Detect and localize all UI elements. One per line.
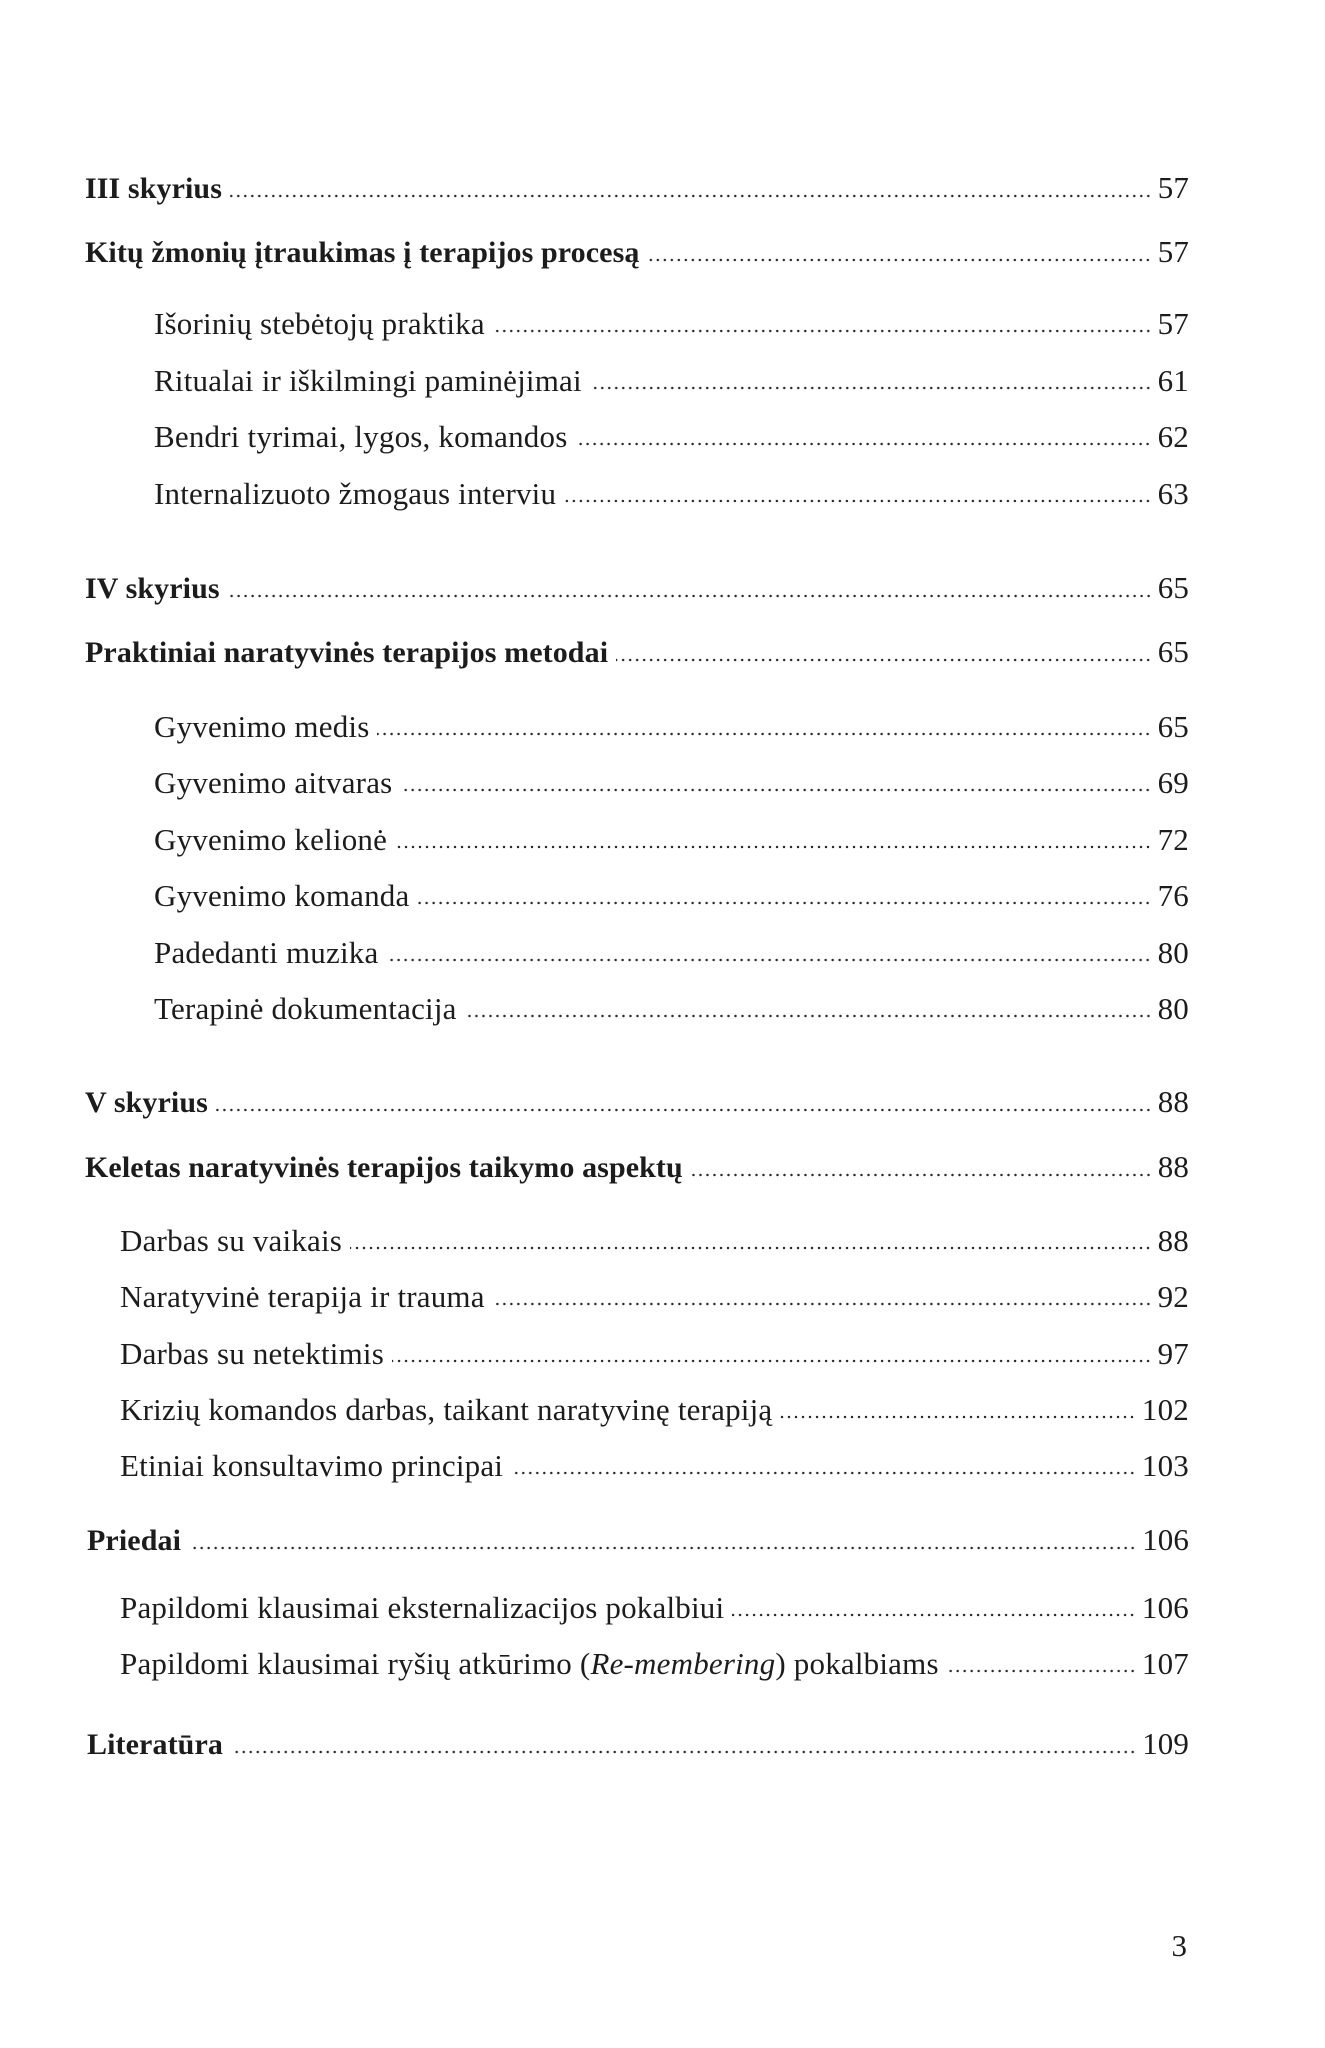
toc-entry-label: Gyvenimo aitvaras <box>154 765 393 800</box>
toc-entry-section[interactable] <box>154 365 1189 396</box>
toc-entry-label: Etiniai konsultavimo principai <box>120 1448 504 1483</box>
toc-entry-page: 109 <box>1142 1726 1189 1761</box>
leader-dots <box>377 732 1151 736</box>
leader-dots <box>189 1546 1136 1550</box>
toc-entry-label: Išorinių stebėtojų praktika <box>154 306 485 341</box>
leader-dots <box>947 1669 1136 1673</box>
toc-entry-label: Literatūra <box>87 1728 223 1761</box>
leader-dots <box>590 386 1152 390</box>
toc-entry-page: 106 <box>1142 1522 1189 1557</box>
toc-entry-section[interactable] <box>154 711 1189 742</box>
leader-dots <box>647 258 1151 262</box>
toc-entry-page: 65 <box>1157 709 1189 744</box>
toc-entry-label: Priedai <box>87 1524 182 1557</box>
toc-entry-page: 76 <box>1157 878 1189 913</box>
toc-entry-page: 80 <box>1157 991 1189 1026</box>
toc-entry-page: 106 <box>1141 1590 1189 1625</box>
toc-entry-section[interactable] <box>154 767 1189 798</box>
toc-entry-page: 92 <box>1157 1279 1189 1314</box>
toc-entry-page: 102 <box>1141 1392 1189 1427</box>
toc-entry-section[interactable] <box>154 478 1189 509</box>
leader-dots <box>400 788 1151 792</box>
toc-entry-page: 65 <box>1157 570 1189 605</box>
leader-dots <box>493 1302 1152 1306</box>
toc-entry-page: 80 <box>1157 935 1189 970</box>
toc-entry-label: Padedanti muzika <box>154 935 379 970</box>
leader-dots <box>231 1750 1136 1754</box>
toc-entry-section[interactable] <box>154 880 1189 911</box>
toc-entry-references[interactable] <box>87 1728 1189 1760</box>
toc-entry-section[interactable] <box>120 1225 1189 1256</box>
leader-dots <box>732 1613 1136 1617</box>
toc-entry-page: 107 <box>1141 1646 1189 1681</box>
toc-entry-page: 65 <box>1157 634 1189 669</box>
toc-entry-page: 69 <box>1157 765 1189 800</box>
toc-entry-label-start: Papildomi klausimai ryšių atkūrimo ( <box>120 1646 591 1681</box>
toc-entry-section[interactable] <box>154 824 1189 855</box>
toc-entry-label: Ritualai ir iškilmingi paminėjimai <box>154 363 582 398</box>
toc-entry-label: Papildomi klausimai eksternalizacijos pokalbiui <box>120 1590 725 1625</box>
toc-entry-page: 62 <box>1157 419 1189 454</box>
leader-dots <box>350 1246 1152 1250</box>
leader-dots <box>691 1173 1152 1177</box>
toc-entry-section[interactable] <box>154 308 1189 339</box>
leader-dots <box>616 658 1152 662</box>
toc-entry-label: V skyrius <box>85 1086 208 1119</box>
toc-entry-label: Praktiniai naratyvinės terapijos metodai <box>85 636 609 669</box>
leader-dots <box>392 1359 1152 1363</box>
toc-entry-page: 57 <box>1157 170 1189 205</box>
toc-entry-section[interactable] <box>154 421 1189 452</box>
leader-dots <box>511 1471 1136 1475</box>
toc-entry-label-italic: Re-membering <box>590 1646 776 1681</box>
toc-entry-section[interactable] <box>120 1592 1189 1623</box>
toc-entry-chapter-4-title[interactable] <box>85 636 1189 668</box>
toc-entry-chapter-3[interactable] <box>85 172 1189 204</box>
toc-entry-page: 72 <box>1157 822 1189 857</box>
leader-dots <box>465 1014 1152 1018</box>
leader-dots <box>493 329 1152 333</box>
toc-entry-label: Krizių komandos darbas, taikant naratyvinę terapiją <box>120 1392 773 1427</box>
toc-entry-chapter-5-title[interactable] <box>85 1151 1189 1183</box>
leader-dots <box>780 1415 1136 1419</box>
toc-entry-chapter-4[interactable] <box>85 572 1189 604</box>
toc-entry-page: 103 <box>1141 1448 1189 1483</box>
leader-dots <box>564 499 1151 503</box>
toc-entry-section[interactable] <box>154 993 1189 1024</box>
toc-entry-section[interactable] <box>120 1394 1189 1425</box>
toc-entry-section[interactable] <box>120 1281 1189 1312</box>
toc-entry-section[interactable] <box>154 937 1189 968</box>
toc-entry-page: 97 <box>1157 1336 1189 1371</box>
toc-entry-label: Gyvenimo kelionė <box>154 822 388 857</box>
toc-entry-label: Kitų žmonių įtraukimas į terapijos procesą <box>85 236 640 269</box>
toc-entry-label: Gyvenimo medis <box>154 709 370 744</box>
leader-dots <box>228 594 1152 598</box>
toc-entry-page: 88 <box>1157 1223 1189 1258</box>
toc-entry-label: Naratyvinė terapija ir trauma <box>120 1279 485 1314</box>
toc-entry-section[interactable] <box>120 1338 1189 1369</box>
toc-entry-label <box>120 1648 939 1679</box>
toc-entry-label: III skyrius <box>85 172 222 205</box>
toc-entry-label: IV skyrius <box>85 572 220 605</box>
toc-entry-label: Gyvenimo komanda <box>154 878 410 913</box>
toc-entry-chapter-5[interactable] <box>85 1086 1189 1118</box>
toc-entry-page: 57 <box>1157 306 1189 341</box>
toc-entry-appendices[interactable] <box>87 1524 1189 1556</box>
toc-entry-section[interactable] <box>120 1450 1189 1481</box>
toc-entry-page: 61 <box>1157 363 1189 398</box>
toc-entry-label: Keletas naratyvinės terapijos taikymo aspektų <box>85 1151 683 1184</box>
leader-dots <box>386 958 1151 962</box>
leader-dots <box>417 901 1151 905</box>
leader-dots <box>216 1108 1152 1112</box>
toc-entry-label: Terapinė dokumentacija <box>154 991 457 1026</box>
toc-entry-page: 88 <box>1157 1084 1189 1119</box>
toc-entry-label: Darbas su vaikais <box>120 1223 343 1258</box>
page-number: 3 <box>1171 1928 1187 1963</box>
toc-entry-section[interactable] <box>120 1648 1189 1679</box>
leader-dots <box>230 194 1152 198</box>
toc-entry-label: Internalizuoto žmogaus interviu <box>154 476 557 511</box>
toc-entry-label: Darbas su netektimis <box>120 1336 385 1371</box>
leader-dots <box>395 845 1152 849</box>
toc-entry-page: 63 <box>1157 476 1189 511</box>
toc-entry-page: 88 <box>1157 1149 1189 1184</box>
toc-entry-page: 57 <box>1157 234 1189 269</box>
toc-entry-label: Bendri tyrimai, lygos, komandos <box>154 419 568 454</box>
toc-entry-chapter-3-title[interactable] <box>85 236 1189 268</box>
leader-dots <box>575 442 1151 446</box>
toc-entry-label-end: ) pokalbiams <box>775 1646 939 1681</box>
